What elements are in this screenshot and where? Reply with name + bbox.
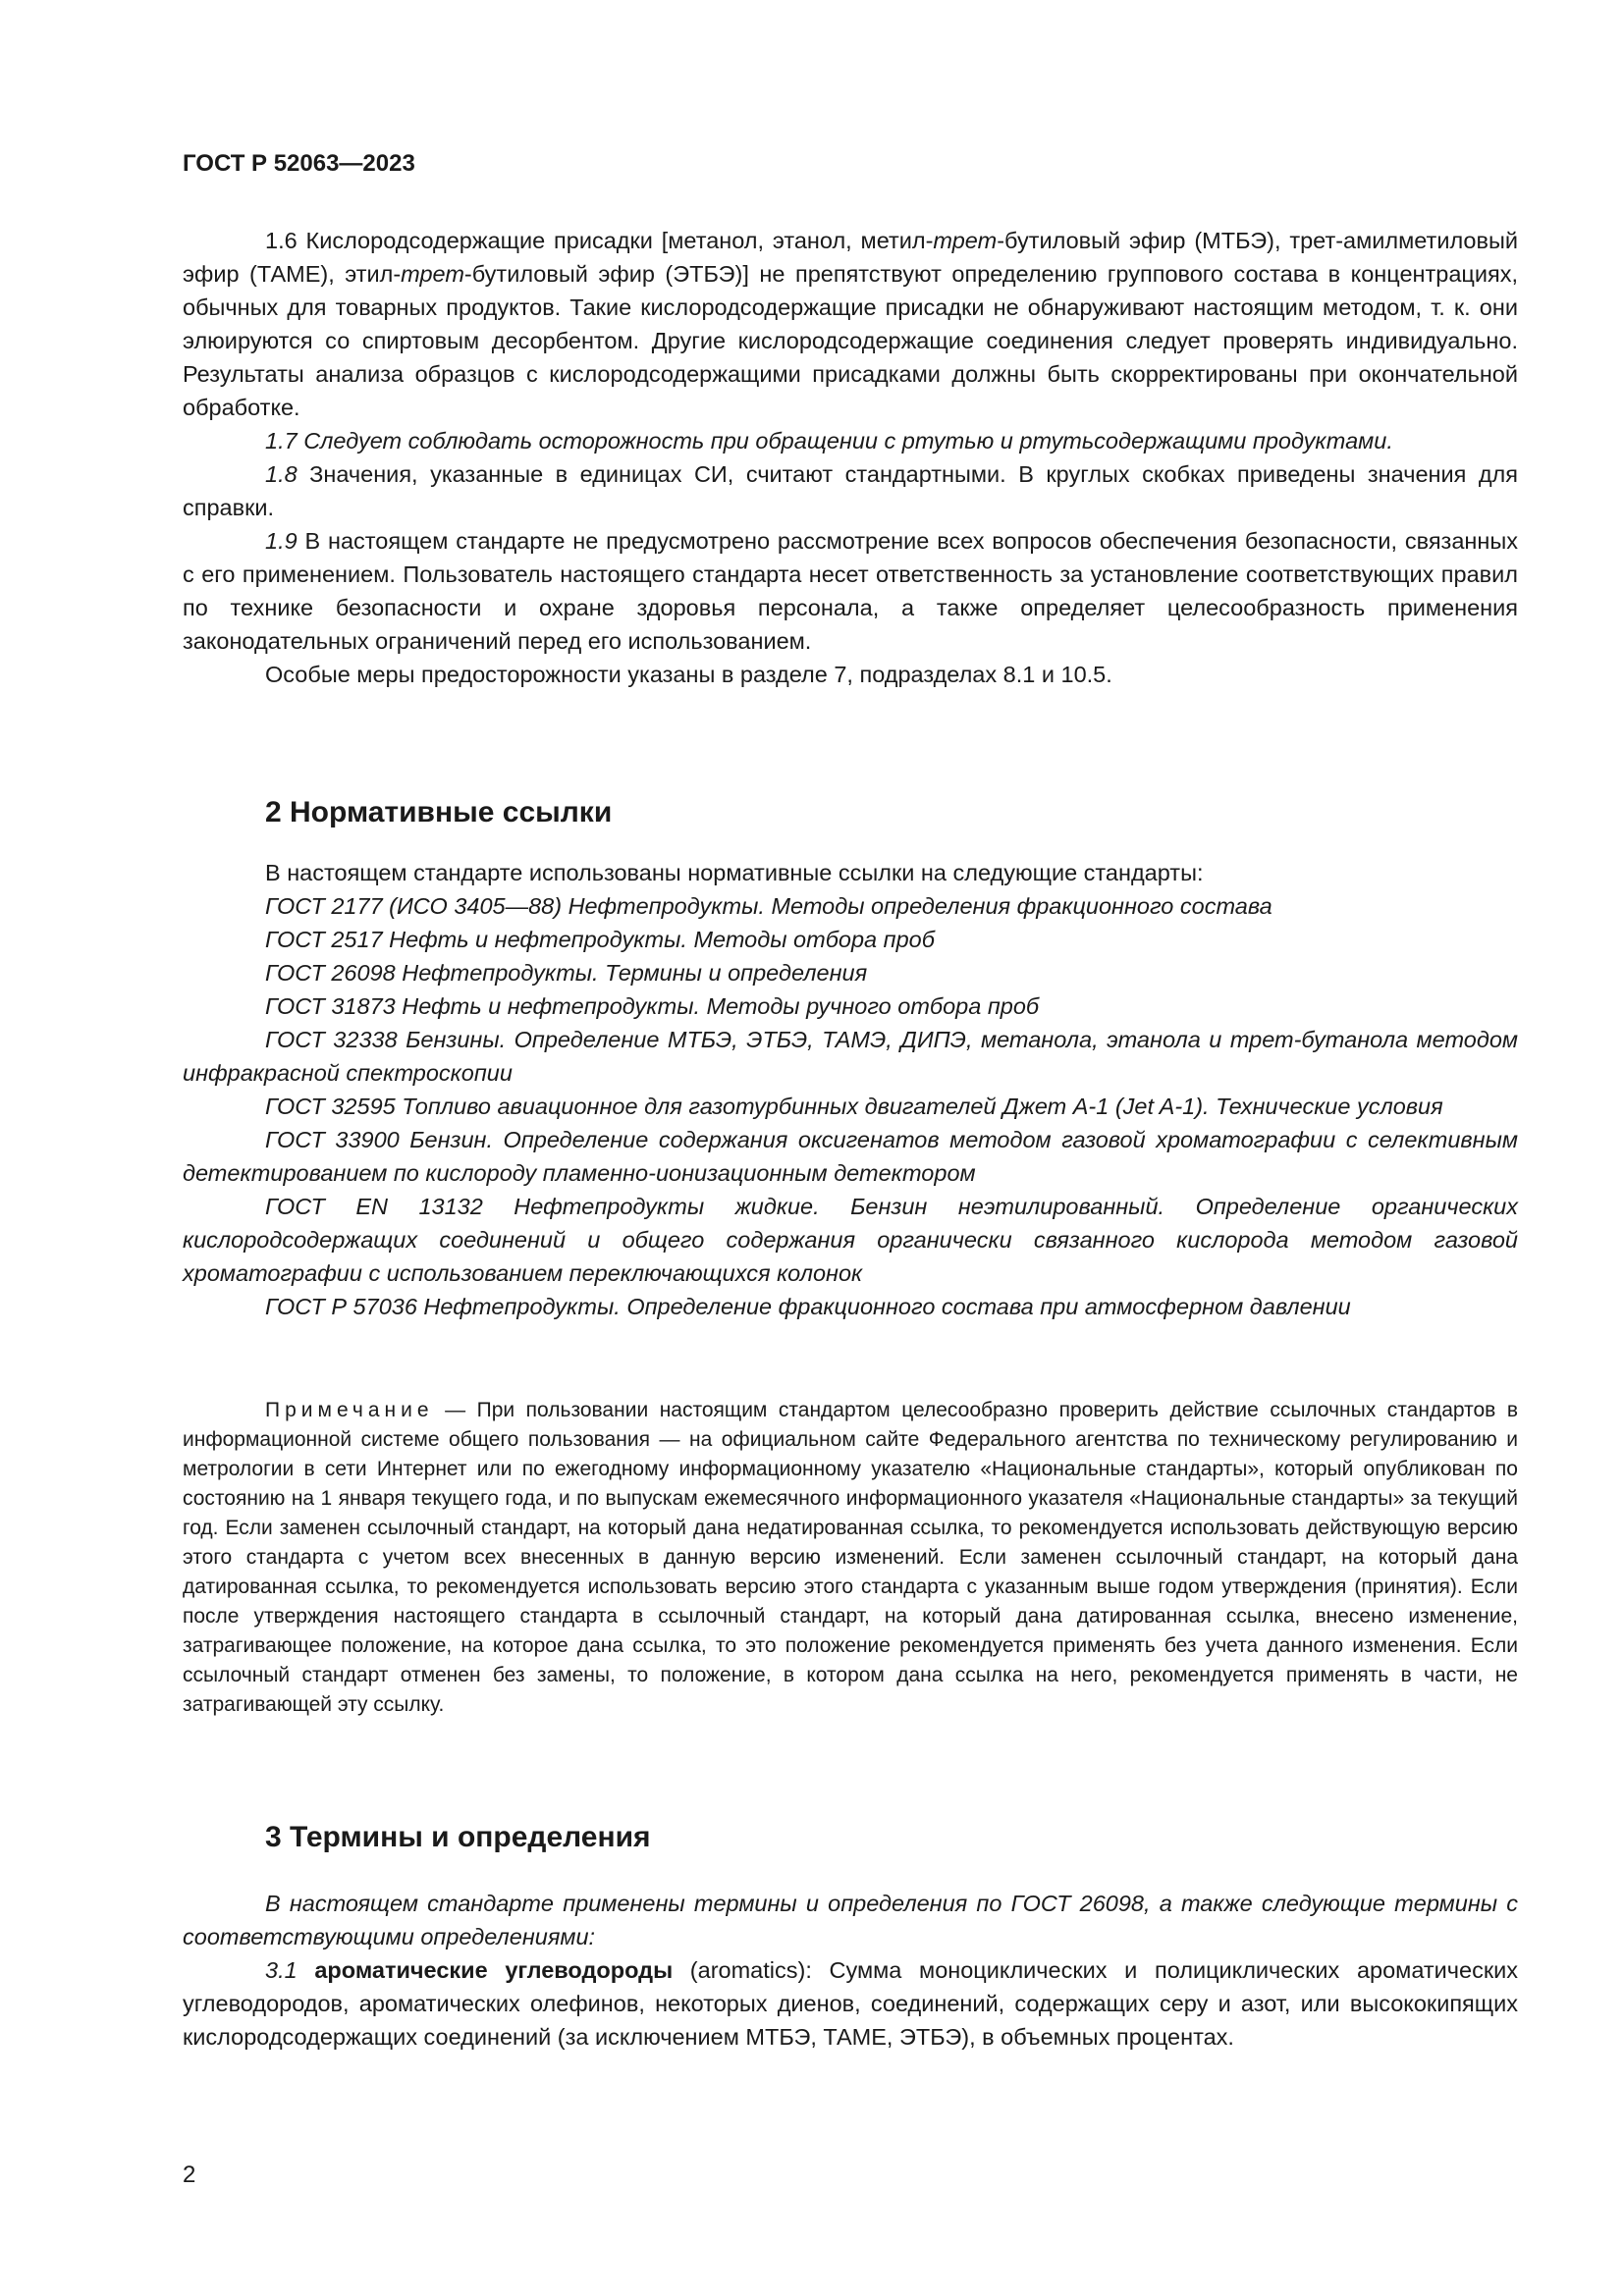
term-definition: (aromatics): Сумма моноциклических и полициклических ароматических углеводородов, ароматических олефинов, некоторых диенов, соединений, содержащих серу и азот, или высококипящих кислородсодержащих соединений (за исключением МТБЭ, ТАМЕ, ЭТБЭ), в объемных процентах. — [183, 1957, 1518, 2050]
reference-item: ГОСТ 32338 Бензины. Определение МТБЭ, ЭТБЭ, ТАМЭ, ДИПЭ, метанола, этанола и трет-бутанола методом инфракрасной спектроскопии — [183, 1027, 1518, 1086]
text: Кислородсодержащие присадки [метанол, этанол, метил- — [297, 228, 934, 253]
clause-number: 3.1 — [265, 1957, 298, 1983]
paragraph-special-measures: Особые меры предосторожности указаны в разделе 7, подразделах 8.1 и 10.5. — [265, 662, 1112, 687]
section-2-title: 2 Нормативные ссылки — [265, 796, 613, 828]
paragraph-1-7: 1.7 Следует соблюдать осторожность при обращении с ртутью и ртутьсодержащими продуктами. — [265, 428, 1393, 454]
reference-item: ГОСТ 26098 Нефтепродукты. Термины и определения — [265, 960, 868, 986]
term: ароматические углеводороды — [314, 1957, 674, 1983]
text: -бутиловый эфир (ЭТБЭ)] не препятствуют определению группового состава в концентрациях, обычных для товарных продуктов. Такие кислородсодержащие присадки не обнаруживают настоящим методом, т. к. они элюируются со спиртовым десорбентом. Другие кислородсодержащие соединения следует проверять индивидуально. Результаты анализа образцов с кислородсодержащими присадками должны быть скорректированы при окончательной обработке. — [183, 261, 1518, 420]
section-3-title: 3 Термины и определения — [265, 1821, 651, 1853]
reference-item: ГОСТ 2177 (ИСО 3405—88) Нефтепродукты. Методы определения фракционного состава — [265, 893, 1272, 919]
text: трет — [401, 261, 464, 287]
document-header-id: ГОСТ Р 52063—2023 — [183, 150, 415, 177]
section-3 — [183, 1818, 1518, 2054]
paragraph-1-8 — [183, 457, 1518, 524]
clause-number: 1.8 — [265, 461, 298, 487]
reference-item: ГОСТ 33900 Бензин. Определение содержания оксигенатов методом газовой хроматографии с селективным детектированием по кислороду пламенно-ионизационным детектором — [183, 1127, 1518, 1186]
text: трет — [933, 228, 998, 253]
reference-item: ГОСТ 2517 Нефть и нефтепродукты. Методы отбора проб — [265, 927, 935, 952]
note-label: Примечание — [265, 1399, 434, 1421]
section-3-intro: В настоящем стандарте применены термины и определения по ГОСТ 26098, а также следующие термины с соответствующими определениями: — [183, 1891, 1518, 1949]
section-2-intro: В настоящем стандарте использованы нормативные ссылки на следующие стандарты: — [265, 860, 1204, 885]
note-block — [183, 1396, 1518, 1720]
note-text: — При пользовании настоящим стандартом целесообразно проверить действие ссылочных стандартов в информационной системе общего пользования — на официальном сайте Федерального агентства по техническому регулированию и метрологии в сети Интернет или по ежегодному информационному указателю «Национальные стандарты», который опубликован по состоянию на 1 января текущего года, и по выпускам ежемесячного информационного указателя «Национальные стандарты» за текущий год. Если заменен ссылочный стандарт, на который дана недатированная ссылка, то рекомендуется использовать действующую версию этого стандарта с учетом всех внесенных в данную версию изменений. Если заменен ссылочный стандарт, на который дана датированная ссылка, то рекомендуется использовать версию этого стандарта с указанным выше годом утверждения (принятия). Если после утверждения настоящего стандарта в ссылочный стандарт, на который дана датированная ссылка, внесено изменение, затрагивающее положение, на которое дана ссылка, то это положение рекомендуется применять без учета данного изменения. Если ссылочный стандарт отменен без замены, то положение, в котором дана ссылка на него, рекомендуется применять в части, не затрагивающей эту ссылку. — [183, 1399, 1518, 1716]
reference-item: ГОСТ Р 57036 Нефтепродукты. Определение фракционного состава при атмосферном давлении — [265, 1294, 1351, 1319]
section-2 — [183, 793, 1518, 1323]
section-1-continuation — [183, 224, 1518, 691]
text: Значения, указанные в единицах СИ, считают стандартными. В круглых скобках приведены значения для справки. — [183, 461, 1518, 520]
note-paragraph — [183, 1396, 1518, 1720]
text: -бутиловый эфир (МТБЭ), трет-амилметиловый эфир (ТАМЕ), этил- — [183, 228, 1518, 287]
page-number: 2 — [183, 2162, 196, 2188]
paragraph-1-9 — [183, 524, 1518, 658]
text: В настоящем стандарте не предусмотрено рассмотрение всех вопросов обеспечения безопасности, связанных с его применением. Пользователь настоящего стандарта несет ответственность за установление соответствующих правил по технике безопасности и охране здоровья персонала, а также определяет целесообразность применения законодательных ограничений перед его использованием. — [183, 528, 1518, 654]
reference-item: ГОСТ 31873 Нефть и нефтепродукты. Методы ручного отбора проб — [265, 993, 1040, 1019]
term-3-1 — [183, 1953, 1518, 2054]
clause-number: 1.9 — [265, 528, 298, 554]
reference-item: ГОСТ EN 13132 Нефтепродукты жидкие. Бензин неэтилированный. Определение органических кислородсодержащих соединений и общего содержания органически связанного кислорода методом газовой хроматографии с использованием переключающихся колонок — [183, 1194, 1518, 1286]
paragraph-1-6 — [183, 224, 1518, 424]
reference-item: ГОСТ 32595 Топливо авиационное для газотурбинных двигателей Джет А-1 (Jet A-1). Технические условия — [265, 1094, 1443, 1119]
clause-number: 1.6 — [265, 228, 298, 253]
